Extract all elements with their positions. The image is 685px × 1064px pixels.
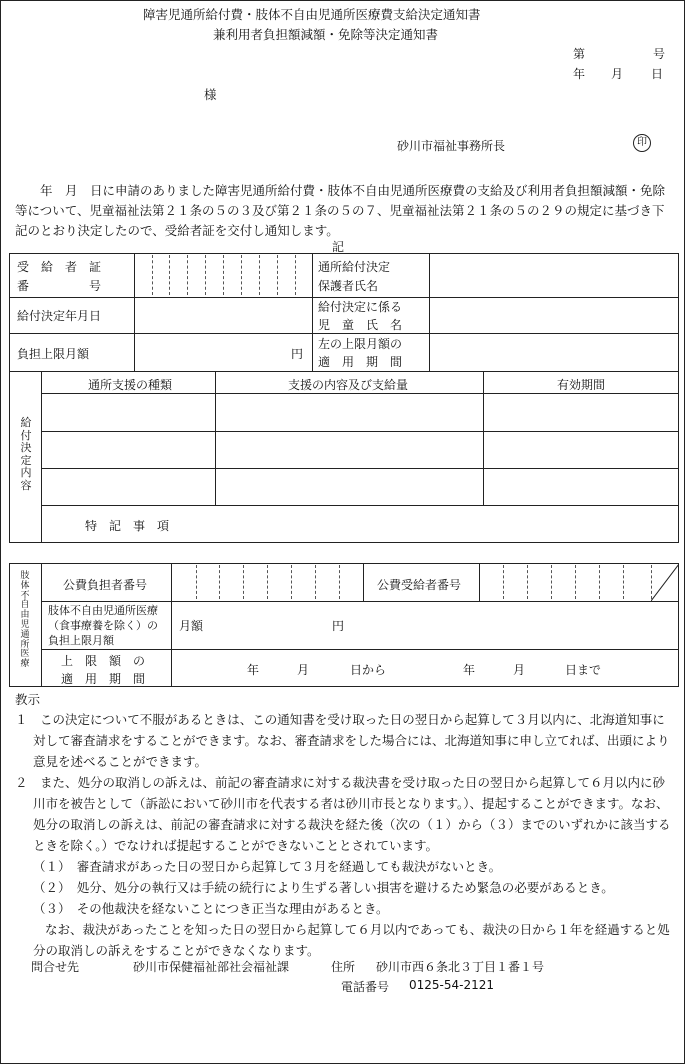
tel-label: 電話番号	[341, 980, 390, 994]
medical-period-label: 上 限 額 の	[61, 654, 146, 668]
medical-yen-unit: 円	[332, 619, 345, 633]
number-suffix: 号	[653, 47, 666, 61]
guardian-label: 通所給付決定	[318, 260, 391, 274]
period-to-year: 年	[463, 663, 476, 677]
special-notes-label: 特 記 事 項	[85, 519, 170, 533]
date-year: 年	[573, 67, 586, 81]
column-valid-period: 有効期間	[557, 378, 606, 392]
address-value: 砂川市西６条北３丁目１番１号	[376, 960, 545, 974]
recipient-no-label-2: 番 号	[17, 279, 102, 293]
notice-item-2: ２ また、処分の取消しの訴えは、前記の審査請求に対する裁決書を受け取った日の翌日から起算して６月以内に砂川市を被告として（訴訟において砂川市を代表する者は砂川市長となります。）、提起することができます。なお、処分の取消しの訴えは、前記の審査請求に対する裁決を経た後（次の（１）から（３）までのいずれかに該当するときを除く。）でなければ提起することができないこととされています。	[15, 775, 671, 853]
notice-sub-3: （３） その他裁決を経ないことにつき正当な理由があるとき。	[33, 901, 389, 916]
period-to-month: 月	[513, 663, 526, 677]
medical-limit-label-3: 負担上限月額	[48, 634, 114, 647]
medical-limit-label-2: （食事療養を除く）の	[48, 619, 158, 632]
recipient-no-label: 受 給 者 証	[17, 260, 102, 274]
receiver-no-label: 公費受給者番号	[377, 578, 462, 592]
address-label: 住所	[331, 960, 356, 974]
child-label-2: 児 童 氏 名	[318, 318, 403, 332]
period-from-day: 日から	[350, 663, 387, 677]
column-service-content: 支援の内容及び支給量	[288, 378, 409, 392]
tel-value: 0125-54-2121	[409, 978, 495, 992]
contact-label: 問合せ先	[31, 960, 80, 974]
date-day: 日	[651, 67, 664, 81]
column-service-type: 通所支援の種類	[88, 378, 173, 392]
child-label: 給付決定に係る	[318, 300, 403, 314]
notice-heading: 教示	[15, 692, 41, 707]
seal-mark: 印	[633, 134, 651, 152]
ki-label: 記	[332, 240, 345, 254]
limit-amount-label: 負担上限月額	[17, 347, 90, 361]
period-from-month: 月	[297, 663, 310, 677]
period-label-2: 適 用 期 間	[318, 355, 403, 369]
decision-content-side-label: 給付決定内容	[20, 416, 32, 492]
medical-limit-label: 肢体不自由児通所医療	[48, 604, 158, 617]
notice-sub-1: （１） 審査請求があった日の翌日から起算して３月を経過しても裁決がないとき。	[33, 859, 502, 874]
notice-note: なお、裁決があったことを知った日の翌日から起算して６月以内であっても、裁決の日から１年を経過すると処分の取消しの訴えをすることができなくなります。	[33, 922, 670, 958]
sender-name: 砂川市福祉事務所長	[397, 139, 506, 153]
addressee-honorific: 様	[204, 87, 217, 102]
payer-no-label: 公費負担者番号	[63, 578, 148, 592]
yen-unit: 円	[291, 347, 304, 361]
intro-paragraph: 年 月 日に申請のありました障害児通所給付費・肢体不自由児通所医療費の支給及び利用者負担額減額・免除等について、児童福祉法第２１条の５の３及び第２１条の５の７、児童福祉法第２１条の５の２９の規定に基づき下記のとおり決定したので、受給者証を交付し通知します。	[15, 183, 666, 238]
decision-date-label: 給付決定年月日	[17, 309, 102, 323]
contact-department: 砂川市保健福祉部社会福祉課	[133, 960, 290, 974]
document-title: 障害児通所給付費・肢体不自由児通所医療費支給決定通知書	[143, 7, 481, 22]
period-from-year: 年	[247, 663, 260, 677]
notice-item-1: １ この決定について不服があるときは、この通知書を受け取った日の翌日から起算して３月以内に、北海道知事に対して審査請求をすることができます。なお、審査請求をした場合には、北海道知事に申し立てれば、出頭により意見を述べることができます。	[15, 712, 670, 769]
medical-side-label: 肢体不自由児通所医療	[20, 571, 30, 670]
date-month: 月	[611, 67, 624, 81]
number-prefix: 第	[573, 47, 586, 61]
medical-period-label-2: 適 用 期 間	[61, 672, 146, 686]
slash-mark	[651, 564, 679, 601]
monthly-label: 月額	[179, 619, 204, 633]
guardian-label-2: 保護者氏名	[318, 279, 379, 293]
notice-sub-2: （２） 処分、処分の執行又は手続の続行により生ずる著しい損害を避けるため緊急の必要があるとき。	[33, 880, 614, 895]
period-label: 左の上限月額の	[318, 337, 403, 351]
document-subtitle: 兼利用者負担額減額・免除等決定通知書	[213, 27, 439, 42]
period-to-day: 日まで	[565, 663, 602, 677]
